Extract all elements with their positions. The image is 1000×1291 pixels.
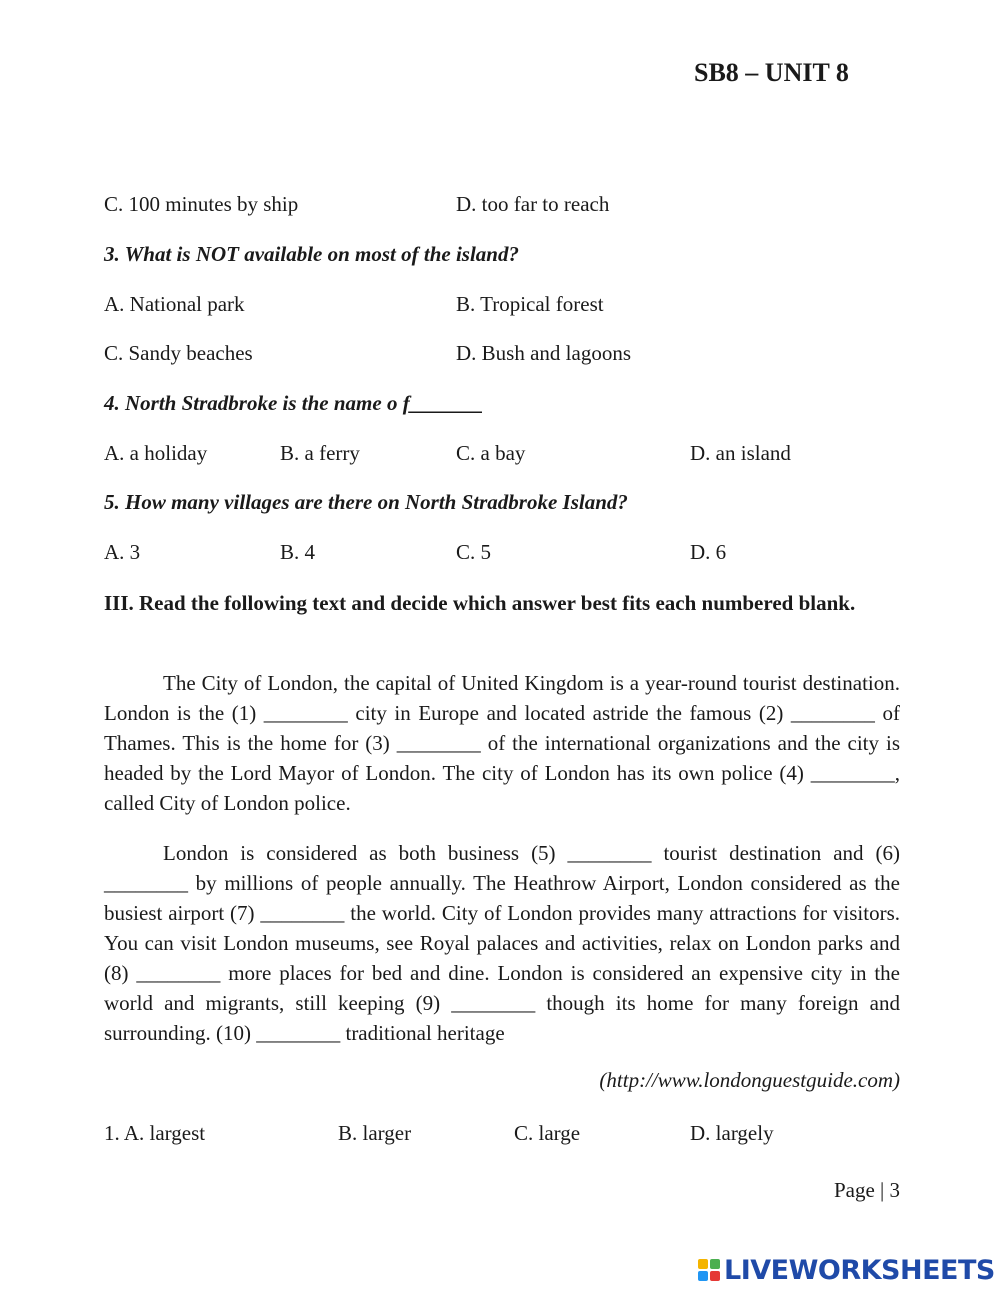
section-heading: III. Read the following text and decide which answer best fits each numbered blank.: [104, 591, 856, 615]
q4-option-d: D. an island: [690, 441, 791, 465]
q3-option-a: A. National park: [104, 292, 245, 316]
question-4: 4. North Stradbroke is the name o f_______: [104, 391, 484, 415]
logo-blocks-icon: [698, 1259, 720, 1281]
q5-option-a: A. 3: [104, 540, 141, 564]
q5-option-b: B. 4: [280, 540, 316, 564]
q3-option-c: C. Sandy beaches: [104, 341, 253, 365]
question-5: 5. How many villages are there on North Stradbroke Island?: [104, 490, 628, 514]
page-number: Page | 3: [833, 1178, 900, 1202]
logo-text: LIVEWORKSHEETS: [724, 1254, 995, 1286]
source-citation: (http://www.londonguestguide.com): [599, 1068, 900, 1092]
reading-paragraph-1: The City of London, the capital of United Kingdom is a year-round tourist destination. London is the (1) ________ city in Europe and located astride the famous (2) ________ of Thames. This is the home for (3) ________ of the international organizations and the city is headed by the Lord Mayor of London. The city of London has its own police (4) ________, called City of London police.: [104, 671, 900, 815]
page-title: SB8 – UNIT 8: [694, 58, 849, 87]
question-3: 3. What is NOT available on most of the island?: [104, 242, 519, 266]
q5-option-c: C. 5: [456, 540, 492, 564]
q4-option-a: A. a holiday: [104, 441, 208, 465]
q1-option-c: C. large: [514, 1121, 581, 1145]
q1-option-a: 1. A. largest: [104, 1121, 206, 1145]
q1-option-b: B. larger: [338, 1121, 412, 1145]
q3-option-d: D. Bush and lagoons: [456, 341, 631, 365]
q1-option-d: D. largely: [690, 1121, 774, 1145]
q5-option-d: D. 6: [690, 540, 727, 564]
q4-option-b: B. a ferry: [280, 441, 360, 465]
liveworksheets-logo: [698, 1253, 995, 1287]
q2-option-c: C. 100 minutes by ship: [104, 192, 299, 216]
reading-paragraph-2: London is considered as both business (5) ________ tourist destination and (6) ________ by millions of people annually. The Heathrow Airport, London considered as the busiest airport (7) ________ the world. City of London provides many attractions for visitors. You can visit London museums, see Royal palaces and activities, relax on London parks and (8) ________ more places for bed and dine. London is considered an expensive city in the world and migrants, still keeping (9) ________ though its home for many foreign and surrounding. (10) ________ traditional heritage: [104, 841, 900, 1045]
q4-option-c: C. a bay: [456, 441, 526, 465]
q2-option-d: D. too far to reach: [456, 192, 610, 216]
q3-option-b: B. Tropical forest: [456, 292, 604, 316]
